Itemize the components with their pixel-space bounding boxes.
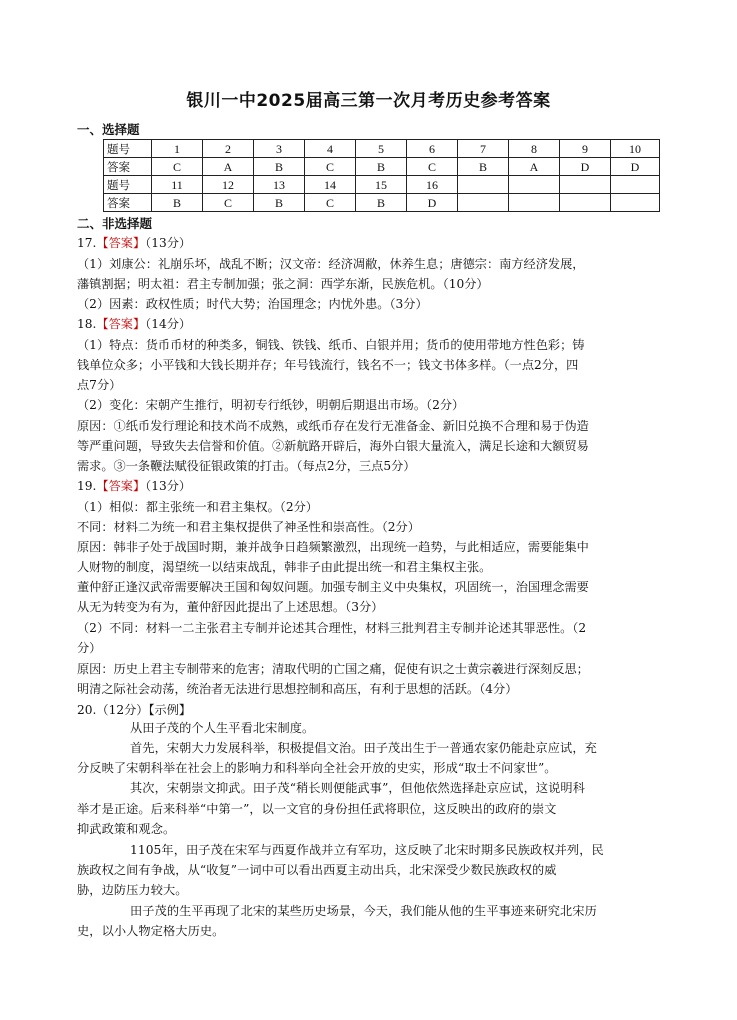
- table-cell: 15: [356, 176, 407, 194]
- answer-line: [130, 739, 597, 758]
- table-cell: B: [254, 158, 305, 176]
- table-cell: C: [152, 158, 203, 176]
- table-cell: C: [305, 158, 356, 176]
- line-text: 钱单位众多；小平钱和大钱长期并存；年号钱流行，钱名不一；钱文书体多样。（一点2分，四: [77, 358, 579, 372]
- line-text: （2）因素：政权性质；时代大势；治国理念；内忧外患。（3分）: [77, 297, 428, 311]
- table-cell: 13: [254, 176, 305, 194]
- answer-line: [77, 881, 188, 900]
- line-text: 原因：历史上君主专制带来的危害；清取代明的亡国之痛，促使有识之士黄宗羲进行深刻反思；: [77, 662, 589, 676]
- line-text: 首先，宋朝大力发展科举，积极提倡文治。田子茂出生于一普通农家仍能赴京应试，充: [130, 741, 597, 755]
- line-text: 人财物的制度，渴望统一以结束战乱，韩非子由此提出统一和君主集权主张。: [77, 560, 492, 574]
- score-text: （13分）: [145, 236, 192, 250]
- line-text: 原因：韩非子处于战国时期，兼并战争日趋频繁激烈，出现统一趋势，与此相适应，需要能集中: [77, 540, 589, 554]
- answer-line: [77, 701, 191, 720]
- line-text: 不同：材料二为统一和君主集权提供了神圣性和崇高性。（2分）: [77, 520, 420, 534]
- line-text: 分）: [77, 641, 102, 655]
- table-cell: 3: [254, 140, 305, 158]
- table-cell: 7: [458, 140, 509, 158]
- answer-line: [77, 376, 121, 395]
- table-cell: 10: [611, 140, 660, 158]
- table-cell: 6: [407, 140, 458, 158]
- table-cell: [509, 194, 560, 212]
- table-cell: 9: [560, 140, 611, 158]
- table-cell: [560, 176, 611, 194]
- line-text: 明清之际社会动荡，统治者无法进行思想控制和高压，有利于思想的活跃。（4分）: [77, 682, 518, 696]
- table-cell: [509, 176, 560, 194]
- answer-line: [77, 498, 318, 517]
- answer-line: [130, 719, 314, 738]
- table-cell: D: [560, 158, 611, 176]
- section-choice-heading: 一、选择题: [77, 122, 140, 137]
- table-cell: A: [509, 158, 560, 176]
- answer-marker: 【答案】: [96, 236, 146, 250]
- table-row: [104, 158, 660, 176]
- table-row: [104, 176, 660, 194]
- table-cell: B: [356, 194, 407, 212]
- line-text: 从无为转变为有为，董仲舒因此提出了上述思想。（3分）: [77, 600, 384, 614]
- line-text: 族政权之间有争战，从“收复”一词中可以看出西夏主动出兵，北宋深受少数民族政权的威: [77, 863, 557, 877]
- line-text: 点7分）: [77, 378, 122, 392]
- table-cell: [611, 194, 660, 212]
- line-text: 需求。③一条鞭法赋役征银政策的打击。（每点2分，三点5分）: [77, 459, 416, 473]
- line-text: 胁，边防压力较大。: [77, 883, 188, 897]
- score-text: （13分）: [145, 479, 192, 493]
- answer-line: [77, 336, 584, 355]
- table-cell: [458, 176, 509, 194]
- line-text: 藩镇割据；明太祖：君主专制加强；张之洞：西学东渐，民族危机。（10分）: [77, 277, 489, 291]
- row-label-number: 题号: [104, 140, 152, 158]
- answer-line: [77, 315, 191, 334]
- table-cell: [560, 194, 611, 212]
- table-cell: B: [458, 158, 509, 176]
- answer-line: [77, 417, 589, 436]
- answer-line: [77, 861, 557, 880]
- answer-line: [130, 841, 604, 860]
- answer-line: [130, 779, 585, 798]
- line-text: 20.（12分）【示例】: [77, 703, 192, 717]
- table-cell: 14: [305, 176, 356, 194]
- table-cell: D: [407, 194, 458, 212]
- answer-line: [77, 759, 557, 778]
- line-text: （1）特点：货币币材的种类多，铜钱、铁钱、纸币、白银并用；货币的使用带地方性色彩；铸: [77, 338, 585, 352]
- row-label-answer: 答案: [104, 158, 152, 176]
- table-cell: 4: [305, 140, 356, 158]
- answer-line: [77, 598, 383, 617]
- answer-line: [77, 660, 589, 679]
- answer-line: [77, 558, 491, 577]
- line-text: 18.: [77, 317, 97, 331]
- page-title: 银川一中2025届高三第一次月考历史参考答案: [186, 91, 551, 111]
- table-cell: C: [305, 194, 356, 212]
- answer-marker: 【答案】: [96, 479, 146, 493]
- table-cell: 12: [203, 176, 254, 194]
- table-cell: 11: [152, 176, 203, 194]
- line-text: 董仲舒正逢汉武帝需要解决王国和匈奴问题。加强专制主义中央集权，巩固统一，治国理念需要: [77, 580, 589, 594]
- table-cell: [611, 176, 660, 194]
- table-cell: B: [254, 194, 305, 212]
- table-row: [104, 140, 660, 158]
- table-cell: 8: [509, 140, 560, 158]
- answer-line: [77, 295, 428, 314]
- table-cell: A: [203, 158, 254, 176]
- line-text: 从田子茂的个人生平看北宋制度。: [130, 721, 315, 735]
- table-cell: B: [356, 158, 407, 176]
- table-cell: 16: [407, 176, 458, 194]
- answer-line: [77, 396, 464, 415]
- answer-line: [77, 680, 517, 699]
- answer-line: [77, 457, 415, 476]
- table-cell: 2: [203, 140, 254, 158]
- line-text: 等严重问题，导致失去信誉和价值。②新航路开辟后，海外白银大量流入，满足长途和大额贸易: [77, 439, 589, 453]
- line-text: 举才是正途。后来科举“中第一”，以一文官的身份担任武将职位，这反映出的政府的崇文: [77, 802, 557, 816]
- line-text: （1）刘康公：礼崩乐坏，战乱不断；汉文帝：经济凋敝，休养生息；唐德宗：南方经济发展，: [77, 257, 585, 271]
- answer-line: [77, 477, 191, 496]
- line-text: 19.: [77, 479, 97, 493]
- answer-line: [77, 578, 589, 597]
- row-label-number: 题号: [104, 176, 152, 194]
- score-text: （14分）: [145, 317, 192, 331]
- table-cell: B: [152, 194, 203, 212]
- line-text: 分反映了宋朝科举在社会上的影响力和科举向全社会开放的史实，形成“取士不问家世”。: [77, 761, 557, 775]
- line-text: 抑武政策和观念。: [77, 822, 176, 836]
- table-cell: D: [611, 158, 660, 176]
- answer-line: [77, 275, 489, 294]
- table-cell: C: [407, 158, 458, 176]
- answer-line: [77, 922, 224, 941]
- table-cell: [458, 194, 509, 212]
- answer-line: [77, 437, 589, 456]
- table-cell: 5: [356, 140, 407, 158]
- table-cell: C: [203, 194, 254, 212]
- line-text: 其次，宋朝崇文抑武。田子茂“稍长则便能武事”，但他依然选择赴京应试，这说明科: [130, 781, 586, 795]
- answer-line: [77, 538, 589, 557]
- line-text: （2）变化：宋朝产生推行，明初专行纸钞，明朝后期退出市场。（2分）: [77, 398, 465, 412]
- answer-line: [77, 800, 557, 819]
- answer-line: [77, 234, 191, 253]
- answer-line: [77, 619, 586, 638]
- line-text: 1105年，田子茂在宋军与西夏作战并立有军功，这反映了北宋时期多民族政权并列，民: [130, 843, 604, 857]
- line-text: （1）相似：都主张统一和君主集权。（2分）: [77, 500, 318, 514]
- section-nonchoice-heading: 二、非选择题: [77, 216, 153, 231]
- answer-table: [103, 139, 660, 212]
- line-text: 史，以小人物定格大历史。: [77, 924, 225, 938]
- answer-line: [77, 356, 578, 375]
- line-text: 原因：①纸币发行理论和技术尚不成熟，或纸币存在发行无准备金、新旧兑换不合理和易于伪造: [77, 419, 589, 433]
- answer-line: [77, 820, 175, 839]
- table-cell: 1: [152, 140, 203, 158]
- row-label-answer: 答案: [104, 194, 152, 212]
- line-text: 田子茂的生平再现了北宋的某些历史场景，今天，我们能从他的生平事迹来研究北宋历: [130, 904, 597, 918]
- line-text: （2）不同：材料一二主张君主专制并论述其合理性，材料三批判君主专制并论述其罪恶性。（2: [77, 621, 587, 635]
- answer-line: [130, 902, 597, 921]
- answer-line: [77, 639, 101, 658]
- answer-line: [77, 255, 584, 274]
- answer-line: [77, 518, 420, 537]
- table-row: [104, 194, 660, 212]
- answer-marker: 【答案】: [96, 317, 146, 331]
- line-text: 17.: [77, 236, 97, 250]
